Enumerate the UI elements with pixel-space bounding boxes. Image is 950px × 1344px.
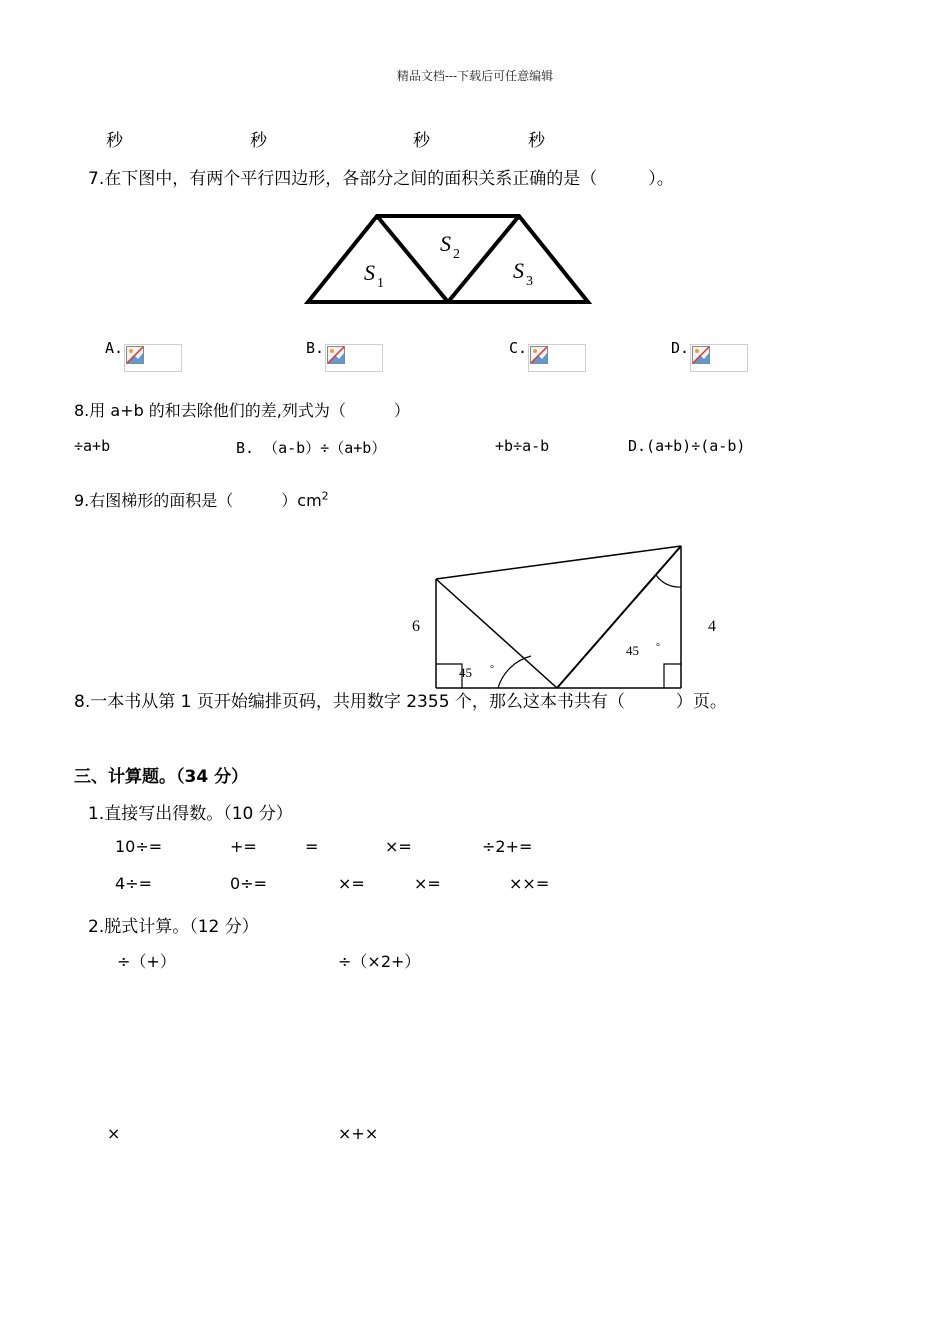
calc-p1-r1-c5: ÷2+=	[482, 837, 533, 856]
s3-label	[513, 258, 533, 289]
q7-option-b-label: B.	[306, 339, 325, 357]
calc-p1-r1-c3: =	[305, 837, 319, 856]
q9-unit-exponent: 2	[321, 489, 329, 503]
calc-p1-r2-c2: 0÷=	[230, 874, 267, 893]
q7-option-d-label: D.	[671, 339, 690, 357]
calc-p2-r2-c1: ×	[107, 1124, 121, 1143]
page-header: 精品文档---下载后可任意编辑	[396, 69, 554, 83]
q9-degree-right: °	[656, 642, 660, 653]
q9-degree-left: °	[490, 664, 494, 675]
section3-title: 三、计算题。（34 分）	[74, 767, 249, 787]
section3-p2-title: 2.脱式计算。（12 分）	[88, 917, 259, 937]
q8a-text: 8.用 a+b 的和去除他们的差,列式为（ ）	[74, 401, 410, 420]
seconds-label-1: 秒	[106, 131, 123, 151]
s2-label	[440, 231, 460, 262]
svg-text:1: 1	[377, 276, 384, 291]
section3-p1-title: 1.直接写出得数。（10 分）	[88, 804, 293, 824]
q7-option-c-label: C.	[509, 339, 528, 357]
q7-option-d-image	[690, 344, 748, 372]
calc-p1-r2-c3: ×=	[338, 874, 365, 893]
q8a-option-c: +b÷a-b	[495, 437, 550, 455]
q9-question: 9.右图梯形的面积是（ ）cm	[74, 491, 322, 510]
broken-image-icon	[126, 346, 144, 364]
calc-p1-r1-c1: 10÷=	[115, 837, 163, 856]
calc-p1-r1-c4: ×=	[385, 837, 412, 856]
seconds-label-4: 秒	[528, 131, 545, 151]
seconds-label-3: 秒	[413, 131, 430, 151]
svg-text:S: S	[440, 231, 451, 256]
calc-p2-r2-c2: ×+×	[338, 1124, 379, 1143]
q7-text: 7.在下图中，有两个平行四边形，各部分之间的面积关系正确的是（ ）。	[88, 169, 674, 189]
q7-option-a-image	[124, 344, 182, 372]
q9-text	[74, 488, 329, 511]
q7-option-c-image	[528, 344, 586, 372]
q7-option-a-label: A.	[105, 339, 124, 357]
calc-p1-r2-c1: 4÷=	[115, 874, 152, 893]
svg-text:2: 2	[453, 247, 460, 262]
q9-right-side-label: 4	[708, 618, 716, 635]
q8b-text: 8.一本书从第 1 页开始编排页码，共用数字 2355 个，那么这本书共有（ ）页。	[74, 692, 727, 712]
seconds-label-2: 秒	[250, 131, 267, 151]
q8a-option-a: ÷a+b	[74, 437, 111, 455]
q9-angle-left-label: 45	[459, 665, 472, 680]
calc-p2-r1-c2: ÷（×2+）	[338, 952, 421, 971]
broken-image-icon	[692, 346, 710, 364]
q9-trapezoid-figure	[400, 536, 740, 696]
svg-text:3: 3	[526, 274, 533, 289]
q9-angle-right-label: 45	[626, 643, 639, 658]
calc-p2-r1-c1: ÷（+）	[117, 952, 176, 971]
q7-option-b-image	[325, 344, 383, 372]
calc-p1-r2-c5: ××=	[509, 874, 550, 893]
broken-image-icon	[327, 346, 345, 364]
broken-image-icon	[530, 346, 548, 364]
q9-left-side-label: 6	[412, 618, 420, 635]
q8a-option-d: D.(a+b)÷(a-b)	[628, 437, 746, 455]
s1-label	[364, 260, 384, 291]
calc-p1-r2-c4: ×=	[414, 874, 441, 893]
q8a-option-b: B. （a-b）÷（a+b）	[236, 439, 387, 457]
q7-figure	[300, 208, 600, 310]
svg-text:S: S	[513, 258, 524, 283]
calc-p1-r1-c2: +=	[230, 837, 257, 856]
svg-text:S: S	[364, 260, 375, 285]
